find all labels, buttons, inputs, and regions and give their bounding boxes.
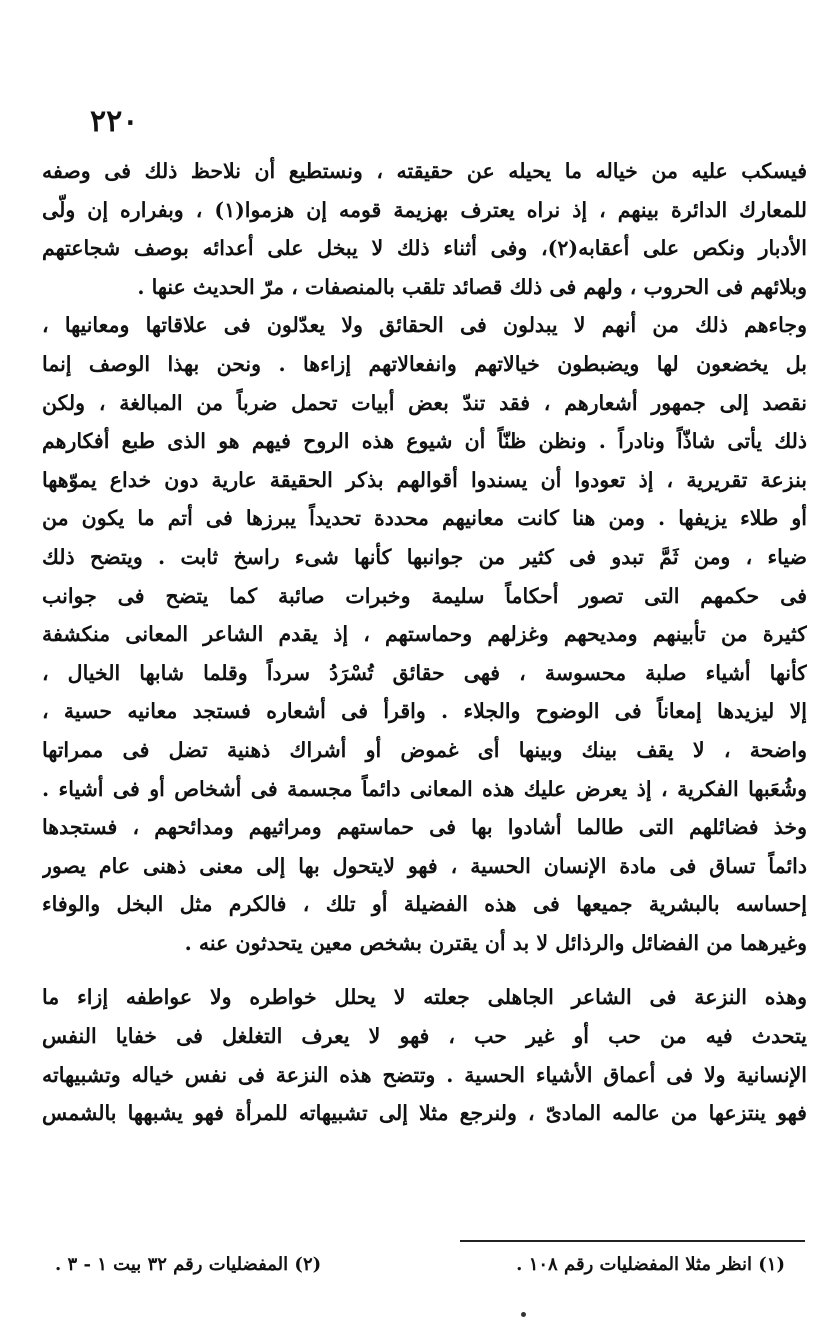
text-line: للمعارك الدائرة بينهم ، إذ نراه يعترف بهزيمة قومه إن هزموا(١) ، وبفراره إن ولّى <box>42 197 807 222</box>
footnote-2: (٢) المفضليات رقم ٣٢ بيت ١ - ٣ . <box>55 1254 322 1275</box>
text-line: أو طلاء يزيفها . ومن هنا كانت معانيهم محددة تحديداً يبرزها فى أتم ما يكون من <box>42 506 807 531</box>
text-line: نقصد إلى جمهور أشعارهم ، فقد تندّ بعض أبيات تحمل ضرباً من المبالغة ، ولكن <box>42 390 807 415</box>
text-line: وشُعَبها الفكرية ، إذ يعرض عليك هذه المعانى دائماً مجسمة فى أشخاص أو فى أشياء . <box>42 776 807 801</box>
text-line: إحساسه بالبشرية جميعها فى هذه الفضيلة أو تلك ، فالكرم مثل البخل والوفاء <box>42 892 807 917</box>
text-line: دائماً تساق فى مادة الإنسان الحسية ، فهو لايتحول بها إلى معنى ذهنى عام يصور <box>42 853 807 878</box>
page-number: ٢٢٠ <box>90 104 139 139</box>
text-line: بنزعة تقريرية ، إذ تعودوا أن يسندوا أقوالهم بذكر الحقيقة عارية دون خداع يموّهها <box>42 467 807 492</box>
text-line: الأدبار ونكص على أعقابه(٢)، وفى أثناء ذلك لا يبخل على أعدائه بوصف شجاعتهم <box>42 236 807 261</box>
text-line: إلا ليزيدها إمعاناً فى الوضوح والجلاء . واقرأ فى أشعاره فستجد معانيه حسية ، <box>42 699 807 724</box>
page-speck <box>521 1312 526 1317</box>
footnotes <box>55 1254 785 1275</box>
text-line: وخذ فضائلهم التى طالما أشادوا بها فى حماستهم ومراثيهم ومدائحهم ، فستجدها <box>42 815 807 840</box>
text-line: ذلك يأتى شاذّاً ونادراً . ونظن ظنّاً أن شيوع هذه الروح فيهم هو الذى طبع أفكارهم <box>42 429 807 454</box>
paragraph-gap <box>42 962 807 978</box>
body-text <box>42 152 807 1133</box>
text-line: الإنسانية ولا فى أعماق الأشياء الحسية . وتتضح هذه النزعة فى نفس خياله وتشبيهاته <box>42 1062 807 1087</box>
footnote-divider <box>460 1240 805 1242</box>
text-line: واضحة ، لا يقف بينك وبينها أى غموض أو أشراك ذهنية تضل فى ممراتها <box>42 737 807 762</box>
text-line: كثيرة من تأبينهم ومديحهم وغزلهم وحماستهم ، إذ يقدم الشاعر المعانى منكشفة <box>42 622 807 647</box>
text-line: وبلائهم فى الحروب ، ولهم فى ذلك قصائد تلقب بالمنصفات ، مرّ الحديث عنها . <box>137 274 807 299</box>
text-line: بل يخضعون لها ويضبطون خيالاتهم وانفعالاتهم إزاءها . ونحن بهذا الوصف إنما <box>42 351 807 376</box>
text-line: وجاءهم ذلك من أنهم لا يبدلون فى الحقائق ولا يعدّلون فى علاقاتها ومعانيها ، <box>42 313 807 338</box>
footnote-1: (١) انظر مثلا المفضليات رقم ١٠٨ . <box>516 1254 785 1275</box>
text-line: وهذه النزعة فى الشاعر الجاهلى جعلته لا يحلل خواطره ولا عواطفه إزاء ما <box>42 985 807 1010</box>
text-line: فهو ينتزعها من عالمه المادىّ ، ولنرجع مثلا إلى تشبيهاته للمرأة فهو يشبهها بالشمس <box>42 1101 807 1126</box>
text-line: فيسكب عليه من خياله ما يحيله عن حقيقته ، ونستطيع أن نلاحظ ذلك فى وصفه <box>42 159 807 183</box>
text-line: ضياء ، ومن ثَمَّ تبدو فى كثير من جوانبها كأنها شىء راسخ ثابت . ويتضح ذلك <box>42 544 807 569</box>
text-line: وغيرهما من الفضائل والرذائل لا بد أن يقترن بشخص معين يتحدثون عنه . <box>184 930 807 955</box>
text-line: فى حكمهم التى تصور أحكاماً سليمة وخبرات صائبة كما يتضح فى جوانب <box>42 583 807 608</box>
text-line: يتحدث فيه من حب أو غير حب ، فهو لا يعرف التغلغل فى خفايا النفس <box>42 1024 807 1049</box>
text-line: كأنها أشياء صلبة محسوسة ، فهى حقائق تُسْرَدُ سرداً وقلما شابها الخيال ، <box>42 660 807 685</box>
